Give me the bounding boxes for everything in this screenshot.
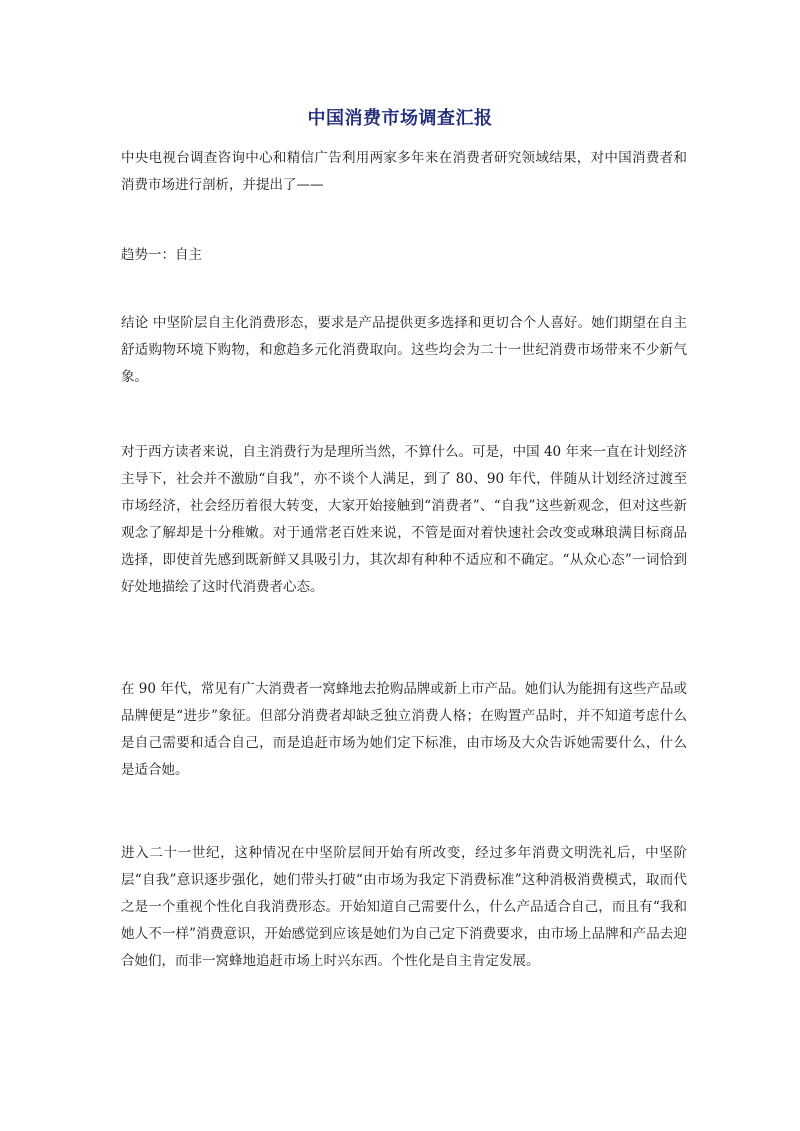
trend-heading: 趋势一：自主 [121, 247, 202, 263]
intro-paragraph: 中央电视台调查咨询中心和精信广告利用两家多年来在消费者研究领域结果，对中国消费者和消费市场进行剖析，并提出了—— [121, 150, 687, 193]
conclusion-paragraph: 结论 中坚阶层自主化消费形态，要求是产品提供更多选择和更切合个人喜好。她们期望在自主舒适购物环境下购物，和愈趋多元化消费取向。这些均会为二十一世纪消费市场带来不少新气象。 [121, 315, 687, 385]
body-paragraph: 在 90 年代，常见有广大消费者一窝蜂地去抢购品牌或新上市产品。她们认为能拥有这些产品或品牌便是“进步”象征。但部分消费者却缺乏独立消费人格；在购置产品时，并不知道考虑什么是自己需要和适合自己，而是追赶市场为她们定下标准，由市场及大众告诉她需要什么，什么是适合她。 [121, 681, 687, 778]
body-paragraph: 对于西方读者来说，自主消费行为是理所当然，不算什么。可是，中国 40 年来一直在计划经济主导下，社会并不激励“自我”，亦不谈个人满足，到了 80、90 年代，伴随从计划经济过渡至市场经济，社会经历着很大转变，大家开始接触到“消费者”、“自我”这些新观念，但对这些新观念了解却是十分稚嫩。对于通常老百姓来说，不管是面对着快速社会改变或琳琅满目标商品选择，即使首先感到既新鲜又具吸引力，其次却有种种不适应和不确定。“从众心态”一词恰到好处地描绘了这时代消费者心态。 [121, 444, 687, 595]
document-title: 中国消费市场调查汇报 [307, 108, 493, 129]
body-paragraph: 进入二十一世纪，这种情况在中坚阶层间开始有所改变，经过多年消费文明洗礼后，中坚阶层“自我”意识逐步强化，她们带头打破“由市场为我定下消费标准”这种消极消费模式，取而代之是一个重视个性化自我消费形态。开始知道自己需要什么，什么产品适合自己，而且有“我和她人不一样”消费意识，开始感觉到应该是她们为自己定下消费要求，由市场上品牌和产品去迎合她们，而非一窝蜂地追赶市场上时兴东西。个性化是自主肯定发展。 [121, 845, 687, 969]
